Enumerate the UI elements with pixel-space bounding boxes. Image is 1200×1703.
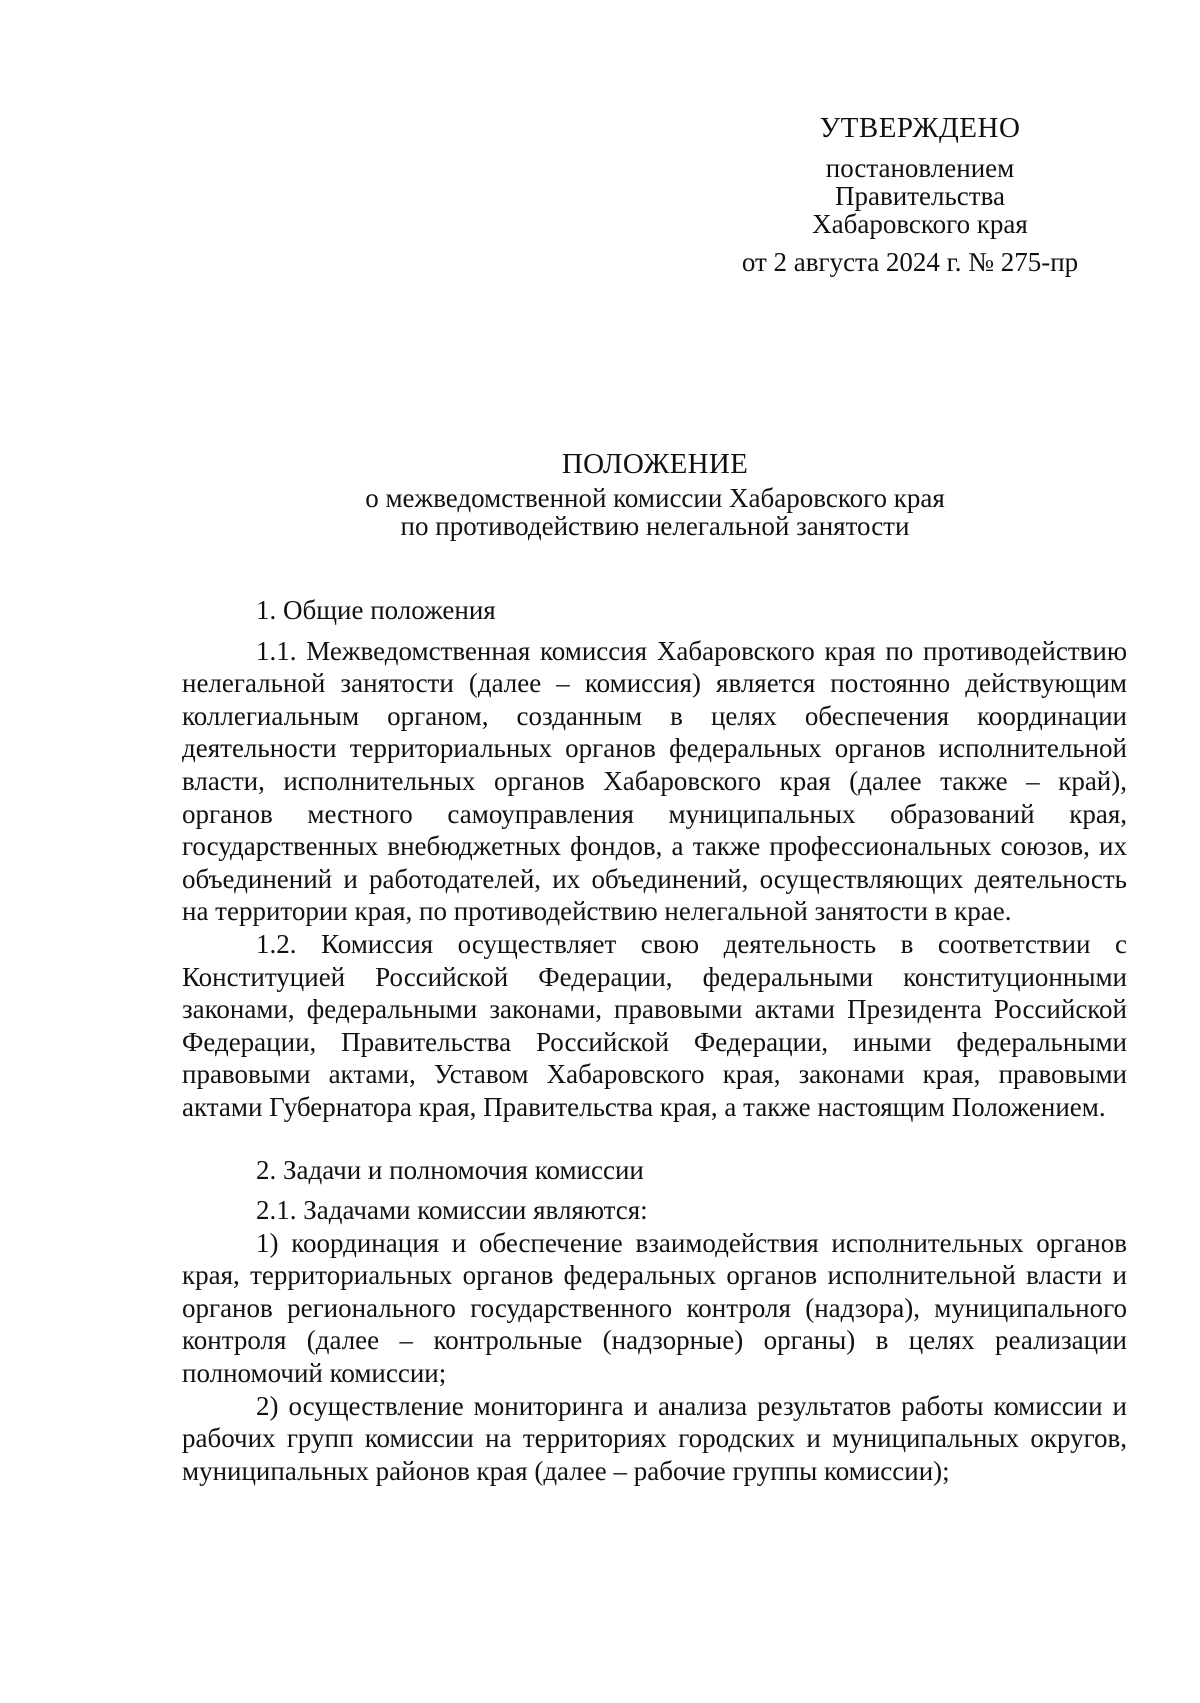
list-item-2: 2) осуществление мониторинга и анализа результатов работы комиссии и рабочих групп комиссии на территориях городских и муниципальных округов, муниципальных районов края (далее – рабочие группы комиссии); [182,1390,1127,1486]
document-body [182,594,1127,1487]
approval-line-1: постановлением [825,153,1015,183]
approval-block [720,108,1120,278]
approval-heading: УТВЕРЖДЕНО [819,112,1021,144]
document-title-block [180,444,1130,540]
document-subtitle-line-2: по противодействию нелегальной занятости [400,511,910,541]
paragraph-1-2: 1.2. Комиссия осуществляет свою деятельность в соответствии с Конституцией Российской Федерации, федеральными конституционными законами, федеральными законами, правовыми актами Президента Российской Федерации, Правительства Российской Федерации, иными федеральными правовыми актами, Уставом Хабаровского края, законами края, правовыми актами Губернатора края, Правительства края, а также настоящим Положением. [182,928,1127,1122]
document-title: ПОЛОЖЕНИЕ [561,448,749,480]
approval-date: от 2 августа 2024 г. № 275-пр [741,247,1079,277]
approval-line-2: Правительства [835,181,1005,211]
section-1-heading: 1. Общие положения [256,595,496,625]
list-item-1: 1) координация и обеспечение взаимодействия исполнительных органов края, территориальных органов федеральных органов исполнительной власти и органов регионального государственного контроля (надзора), муниципального контроля (далее – контрольные (надзорные) органы) в целях реализации полномочий комиссии; [182,1227,1127,1389]
paragraph-2-1: 2.1. Задачами комиссии являются: [256,1195,648,1226]
section-2-heading: 2. Задачи и полномочия комиссии [256,1154,644,1185]
approval-line-3: Хабаровского края [812,209,1028,239]
paragraph-1-1: 1.1. Межведомственная комиссия Хабаровского края по противодействию нелегальной занятости (далее – комиссия) является постоянно действующим коллегиальным органом, созданным в целях обеспечения координации деятельности территориальных органов федеральных органов исполнительной власти, исполнительных органов Хабаровского края (далее также – край), органов местного самоуправления муниципальных образований края, государственных внебюджетных фондов, а также профессиональных союзов, их объединений и работодателей, их объединений, осуществляющих деятельность на территории края, по противодействию нелегальной занятости в крае. [182,635,1127,927]
document-subtitle-line-1: о межведомственной комиссии Хабаровского края [365,483,945,513]
